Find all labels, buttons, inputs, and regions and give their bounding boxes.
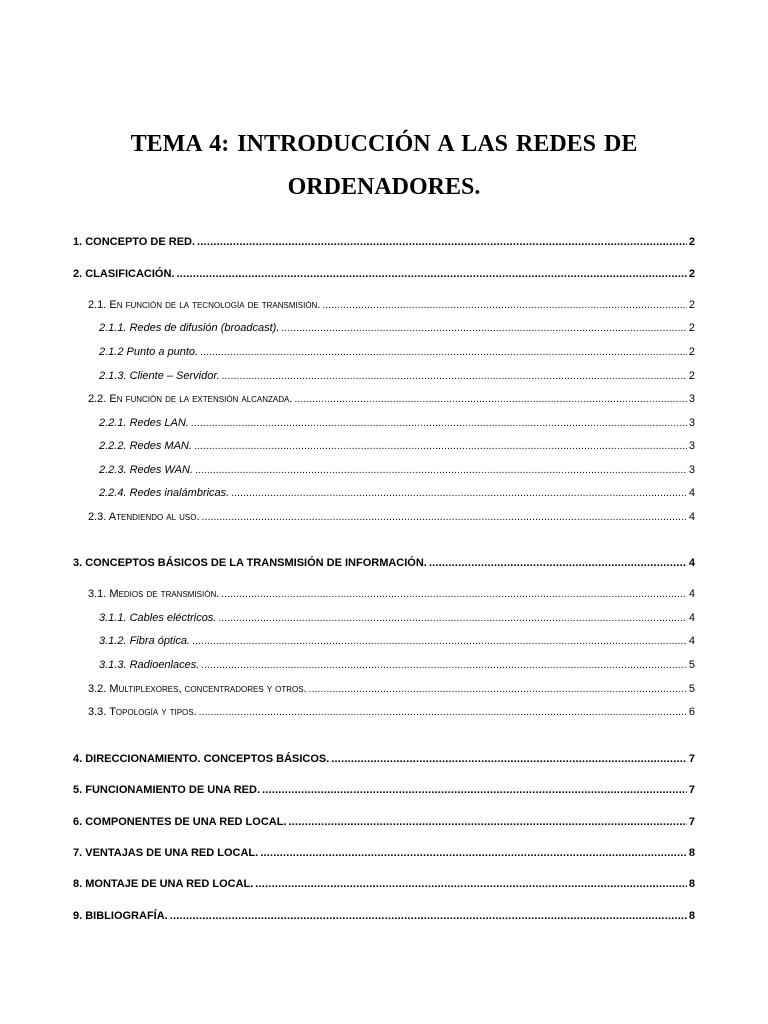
toc-leader-dots (192, 634, 687, 649)
toc-leader-dots (200, 345, 687, 360)
toc-entry[interactable] (0, 704, 768, 720)
toc-entry[interactable] (0, 633, 768, 649)
toc-entry-page: 4 (688, 557, 695, 569)
toc-leader-dots (294, 392, 686, 407)
toc-entry-label: 2.1.1. Redes de difusión (broadcast). (99, 322, 280, 334)
toc-entry-page: 3 (688, 417, 695, 429)
toc-entry-page: 8 (688, 910, 695, 922)
toc-entry-label: 3.1. Medios de transmisión. (88, 588, 220, 600)
toc-entry-label: 3.1.1. Cables eléctricos. (99, 612, 217, 624)
toc-entry-page: 4 (688, 612, 695, 624)
toc-entry-label: 9. BIBLIOGRAFÍA. (73, 910, 168, 922)
toc-entry-page: 3 (688, 440, 695, 452)
toc-leader-dots (322, 298, 686, 313)
toc-entry-page: 4 (688, 588, 695, 600)
toc-entry-page: 8 (688, 847, 695, 859)
toc-leader-dots (429, 555, 687, 571)
toc-entry-label: 3. CONCEPTOS BÁSICOS DE LA TRANSMISIÓN DE INFORMACIÓN. (73, 557, 427, 569)
toc-entry-label: 2.2.2. Redes MAN. (99, 440, 192, 452)
toc-leader-dots (199, 705, 687, 720)
toc-entry-label: 6. COMPONENTES DE UNA RED LOCAL. (73, 816, 287, 828)
toc-leader-dots (331, 751, 687, 767)
toc-leader-dots (194, 439, 687, 454)
toc-entry[interactable] (0, 782, 768, 798)
toc-entry-page: 2 (688, 322, 695, 334)
toc-entry-page: 3 (688, 464, 695, 476)
toc-entry-page: 2 (688, 236, 695, 248)
toc-entry-label: 8. MONTAJE DE UNA RED LOCAL. (73, 878, 254, 890)
toc-leader-dots (191, 416, 687, 431)
toc-entry[interactable] (0, 391, 768, 407)
toc-entry-page: 6 (688, 706, 695, 718)
toc-entry-label: 2. CLASIFICACIÓN. (73, 268, 175, 280)
toc-entry-page: 4 (688, 635, 695, 647)
document-title-line-1: TEMA 4: INTRODUCCIÓN A LAS REDES DE (130, 131, 638, 157)
document-title-line-2: ORDENADORES. (287, 174, 481, 200)
toc-entry-page: 7 (688, 753, 695, 765)
toc-leader-dots (260, 845, 687, 861)
toc-entry-label: 4. DIRECCIONAMIENTO. CONCEPTOS BÁSICOS. (73, 753, 330, 765)
toc-leader-dots (201, 658, 687, 673)
toc-entry[interactable] (0, 751, 768, 767)
toc-entry[interactable] (0, 368, 768, 384)
toc-entry-label: 2.2.3. Redes WAN. (99, 464, 193, 476)
toc-entry-page: 7 (688, 816, 695, 828)
toc-entry[interactable] (0, 297, 768, 313)
toc-entry[interactable] (0, 845, 768, 861)
toc-leader-dots (221, 587, 687, 602)
toc-entry-label: 2.1.2 Punto a punto. (99, 346, 199, 358)
toc-entry[interactable] (0, 438, 768, 454)
toc-entry-label: 2.2.4. Redes inalámbricas. (99, 487, 230, 499)
toc-leader-dots (176, 266, 686, 282)
toc-entry-label: 2.1.3. Cliente – Servidor. (99, 370, 220, 382)
toc-entry[interactable] (0, 657, 768, 673)
toc-leader-dots (218, 611, 686, 626)
toc-entry-page: 2 (688, 299, 695, 311)
toc-leader-dots (222, 369, 687, 384)
toc-entry[interactable] (0, 266, 768, 282)
toc-entry-label: 5. FUNCIONAMIENTO DE UNA RED. (73, 784, 261, 796)
toc-entry[interactable] (0, 555, 768, 571)
toc-entry[interactable] (0, 908, 768, 924)
toc-entry[interactable] (0, 462, 768, 478)
toc-entry[interactable] (0, 681, 768, 697)
toc-entry-page: 5 (688, 659, 695, 671)
toc-entry-page: 3 (688, 393, 695, 405)
toc-entry-page: 2 (688, 370, 695, 382)
toc-entry-label: 2.1. En función de la tecnología de transmisión. (88, 299, 321, 311)
toc-leader-dots (262, 782, 687, 798)
toc-entry-label: 2.2.1. Redes LAN. (99, 417, 189, 429)
toc-entry-label: 3.1.2. Fibra óptica. (99, 635, 191, 647)
toc-entry[interactable] (0, 509, 768, 525)
toc-entry-label: 3.2. Multiplexores, concentradores y otros. (88, 683, 307, 695)
toc-entry[interactable] (0, 610, 768, 626)
toc-entry-label: 7. VENTAJAS DE UNA RED LOCAL. (73, 847, 259, 859)
toc-entry[interactable] (0, 586, 768, 602)
toc-entry-page: 2 (688, 346, 695, 358)
toc-leader-dots (255, 876, 687, 892)
toc-leader-dots (170, 908, 687, 924)
toc-leader-dots (309, 682, 687, 697)
toc-leader-dots (195, 463, 687, 478)
toc-entry-page: 7 (688, 784, 695, 796)
toc-entry-label: 2.2. En función de la extensión alcanzada. (88, 393, 293, 405)
toc-entry[interactable] (0, 485, 768, 501)
toc-leader-dots (197, 234, 687, 250)
toc-leader-dots (202, 510, 687, 525)
toc-entry-page: 2 (688, 268, 695, 280)
toc-entry-label: 2.3. Atendiendo al uso. (88, 511, 200, 523)
toc-entry[interactable] (0, 320, 768, 336)
toc-entry[interactable] (0, 814, 768, 830)
toc-entry-page: 4 (688, 511, 695, 523)
toc-entry-page: 5 (688, 683, 695, 695)
toc-entry-page: 8 (688, 878, 695, 890)
toc-leader-dots (289, 814, 687, 830)
toc-leader-dots (231, 486, 687, 501)
toc-entry-page: 4 (688, 487, 695, 499)
toc-entry[interactable] (0, 876, 768, 892)
toc-entry[interactable] (0, 234, 768, 250)
toc-leader-dots (281, 321, 686, 336)
toc-entry-label: 1. CONCEPTO DE RED. (73, 236, 196, 248)
toc-entry[interactable] (0, 344, 768, 360)
toc-entry-label: 3.3. Topología y tipos. (88, 706, 197, 718)
toc-entry-label: 3.1.3. Radioenlaces. (99, 659, 200, 671)
toc-entry[interactable] (0, 415, 768, 431)
